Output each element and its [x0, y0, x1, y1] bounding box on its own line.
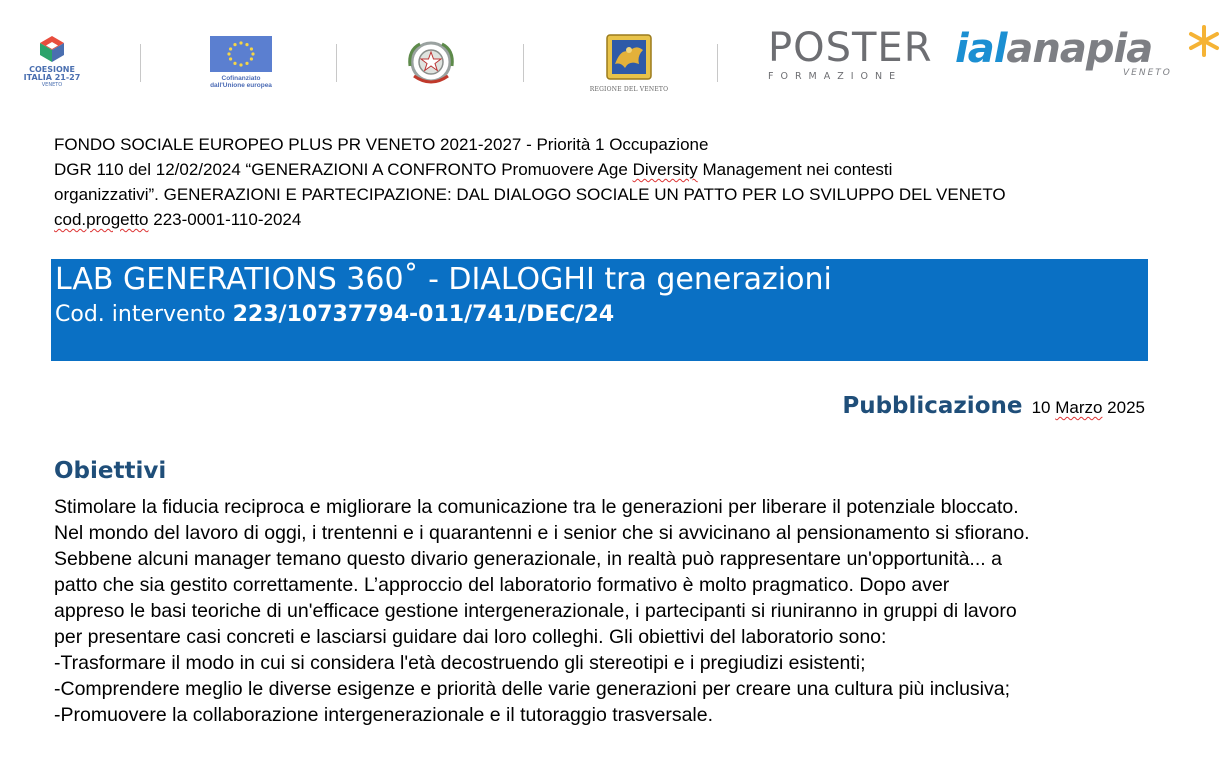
dgr-text-end: Management nei contesti: [697, 160, 893, 179]
intervention-code-value: 223/10737794-011/741/DEC/24: [232, 302, 615, 327]
course-title: LAB GENERATIONS 360˚ - DIALOGHI tra generazioni: [55, 262, 832, 297]
intervention-code: [55, 301, 614, 329]
ial-anapia-wordmark: [955, 26, 1223, 72]
winged-lion-icon: [601, 34, 657, 80]
poster-formazione-logo: [768, 25, 933, 88]
italian-republic-emblem: [402, 36, 460, 90]
objectives-line: -Trasformare il modo in cui si considera l'età decostruendo gli stereotipi e i pregiudizi esistenti;: [54, 652, 866, 674]
objectives-line: -Comprendere meglio le diverse esigenze e priorità delle varie generazioni per creare una cultura più inclusiva;: [54, 678, 1011, 700]
poster-subtitle: FORMAZIONE: [768, 71, 903, 82]
objectives-line: Stimolare la fiducia reciproca e migliorare la comunicazione tra le generazioni per liberare il potenziale bloccato.: [54, 496, 1019, 518]
coesione-icon: [37, 34, 67, 64]
logo-divider: [717, 44, 718, 82]
anapia-wordmark-part: anapia: [1006, 26, 1153, 72]
regione-veneto-logo: [588, 34, 670, 94]
eu-flag-icon: [210, 36, 272, 72]
ial-anapia-logo: [955, 26, 1223, 86]
eu-cofinanced-logo: [205, 36, 277, 94]
asterisk-star-icon: [1187, 24, 1221, 58]
dgr-text: DGR 110 del 12/02/2024 “GENERAZIONI A CONFRONTO Promuovere Age: [54, 160, 633, 179]
logo-divider: [336, 44, 337, 82]
coesione-italia-logo: [22, 34, 82, 94]
publication-month: Marzo: [1055, 398, 1103, 417]
project-code-value: 223-0001-110-2024: [148, 210, 302, 229]
project-title-line: organizzativi”. GENERAZIONI E PARTECIPAZIONE: DAL DIALOGO SOCIALE UN PATTO PER LO SVILUPPO DEL VENETO: [54, 185, 1006, 204]
objectives-line: patto che sia gestito correttamente. L’approccio del laboratorio formativo è molto pragmatico. Dopo aver: [54, 574, 950, 596]
document-header: [54, 132, 1154, 232]
poster-wordmark: POSTER: [768, 25, 933, 71]
objectives-line: -Promuovere la collaborazione intergenerazionale e il tutoraggio trasversale.: [54, 704, 714, 726]
logo-divider: [140, 44, 141, 82]
publication-day: 10: [1031, 398, 1056, 417]
objectives-heading: Obiettivi: [54, 458, 167, 484]
ial-wordmark-part: ial: [955, 26, 1007, 72]
coesione-line2: ITALIA 21-27: [23, 73, 81, 82]
project-code-label: cod.progetto: [54, 210, 149, 229]
dgr-line: [54, 157, 1154, 182]
publication-year: 2025: [1102, 398, 1145, 417]
republic-emblem-icon: [402, 36, 460, 90]
course-title-band: [51, 259, 1148, 361]
publication-info: [842, 393, 1145, 419]
objectives-body: [54, 494, 1164, 728]
coesione-line3: VENETO: [41, 82, 63, 88]
project-code-line: [54, 207, 1154, 232]
logo-strip: [0, 0, 1232, 110]
objectives-line: Nel mondo del lavoro di oggi, i trentenni e i quarantenni e i senior che si avvicinano al pensionamento si sfiorano.: [54, 522, 1030, 544]
eu-caption-1: Cofinanziato: [221, 75, 261, 82]
logo-divider: [523, 44, 524, 82]
objectives-line: appreso le basi teoriche di un'efficace gestione intergenerazionale, i partecipanti si riuniranno in gruppi di lavoro: [54, 600, 1017, 622]
spellcheck-word: Diversity: [632, 160, 698, 179]
publication-label: Pubblicazione: [842, 393, 1023, 419]
fund-line: FONDO SOCIALE EUROPEO PLUS PR VENETO 2021-2027 - Priorità 1 Occupazione: [54, 135, 709, 154]
coesione-line1: COESIONE: [29, 65, 75, 74]
intervention-code-label: Cod. intervento: [55, 302, 233, 327]
objectives-line: per presentare casi concreti e lasciarsi guidare dai loro colleghi. Gli obiettivi del laboratorio sono:: [54, 626, 887, 648]
publication-date: [1032, 398, 1145, 417]
ial-subtitle: VENETO: [1123, 68, 1172, 78]
objectives-line: Sebbene alcuni manager temano questo divario generazionale, in realtà può rappresentare un'opportunità... a: [54, 548, 1002, 570]
regione-caption: REGIONE DEL VENETO: [589, 86, 669, 93]
eu-caption-2: dall'Unione europea: [210, 82, 272, 89]
